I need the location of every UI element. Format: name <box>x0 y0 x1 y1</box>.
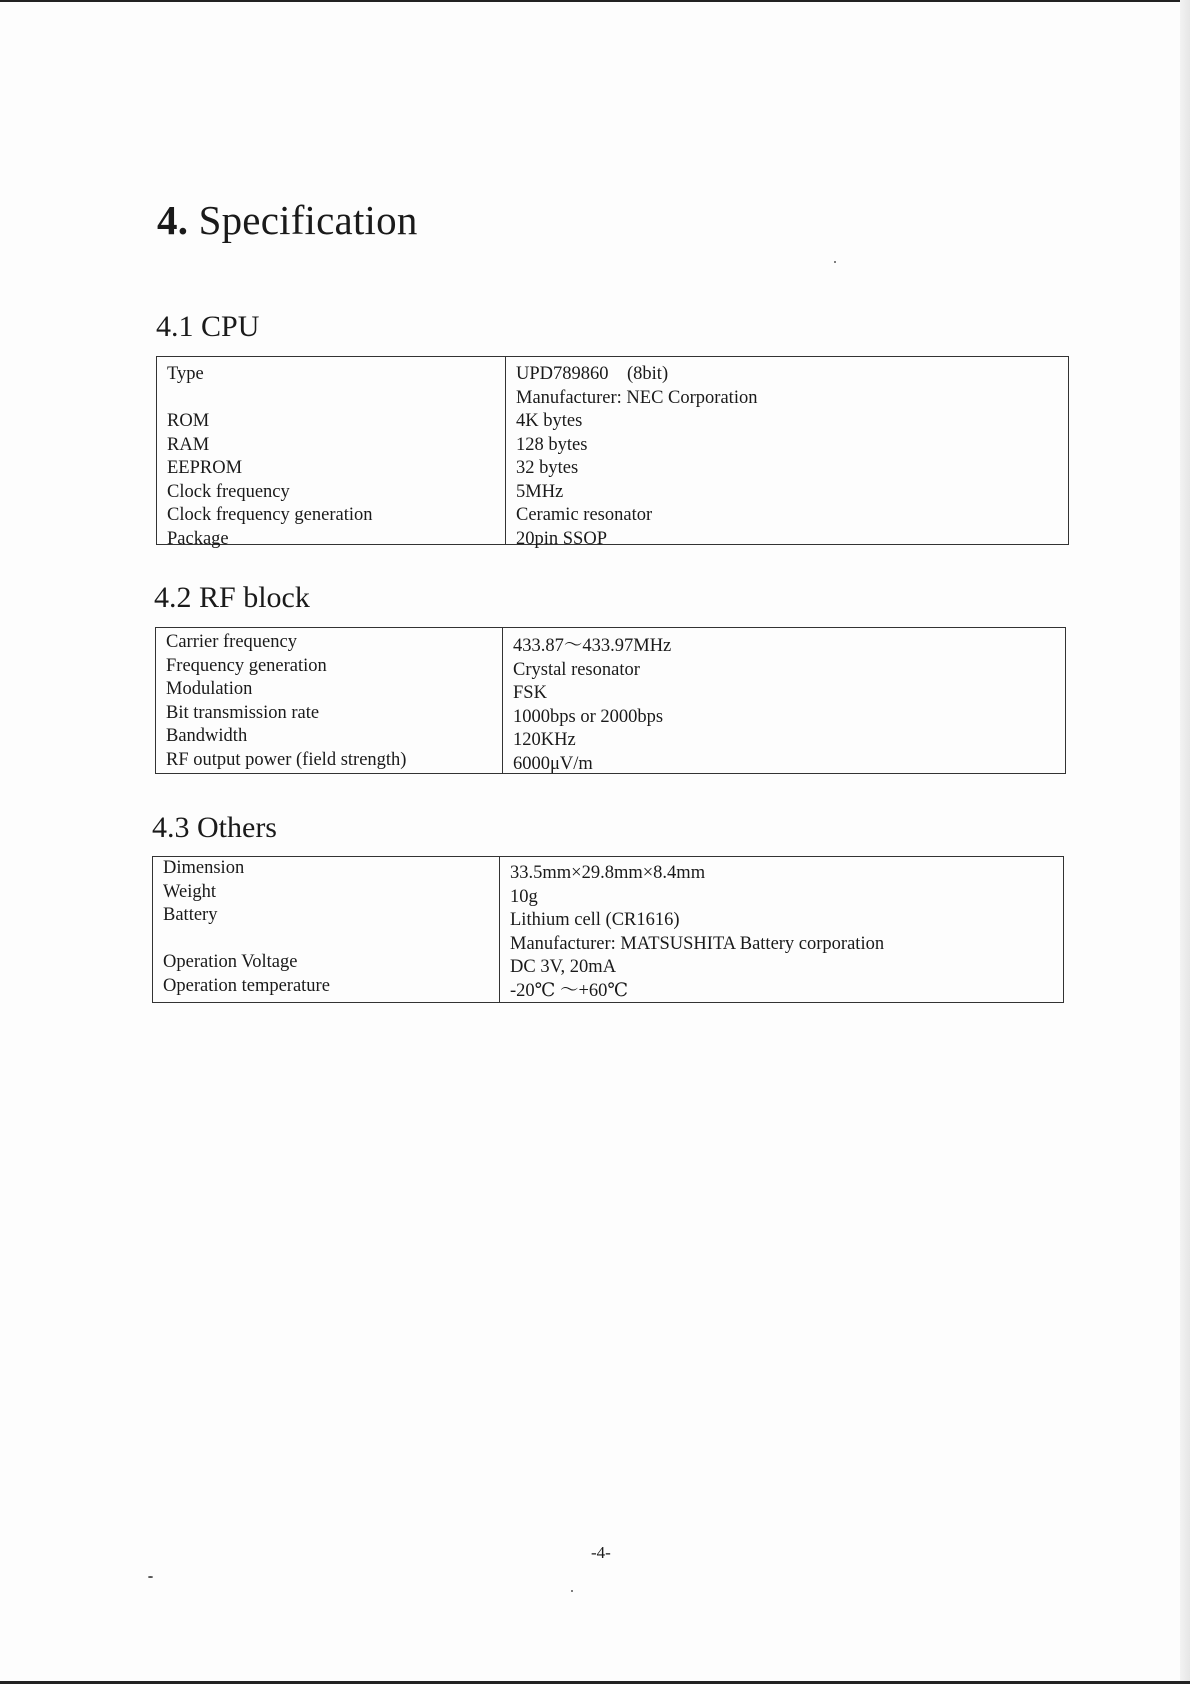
spec-table-cpu <box>156 356 1069 549</box>
section-heading-others: 4.3 Others <box>152 811 277 844</box>
section-heading-rf: 4.2 RF block <box>154 581 310 614</box>
spec-label: Frequency generation <box>166 655 327 676</box>
scan-speck <box>834 261 836 263</box>
spec-value: 32 bytes <box>516 458 579 478</box>
section-heading-cpu: 4.1 CPU <box>156 310 260 343</box>
spec-label: Bandwidth <box>166 726 248 746</box>
spec-value: 433.87～433.97MHz <box>513 636 672 656</box>
spec-label: Operation Voltage <box>163 952 298 972</box>
spec-label: Operation temperature <box>163 975 330 996</box>
spec-value: UPD789860 (8bit) <box>516 364 669 384</box>
spec-value: Manufacturer: NEC Corporation <box>516 387 758 408</box>
spec-labels-cpu <box>157 357 506 549</box>
spec-value: Ceramic resonator <box>516 505 653 525</box>
spec-label: RAM <box>167 434 210 455</box>
spec-value: FSK <box>513 683 547 703</box>
spec-value: 4K bytes <box>516 411 583 431</box>
spec-label: Dimension <box>163 858 245 878</box>
spec-label: ROM <box>167 411 210 431</box>
spec-label: Battery <box>163 905 218 925</box>
spec-value: 1000bps or 2000bps <box>513 706 664 727</box>
spec-values-others <box>500 857 884 1002</box>
spec-value: 120KHz <box>513 730 576 750</box>
spec-label: Package <box>167 528 229 549</box>
page-title <box>157 196 418 244</box>
spec-labels-others <box>153 857 500 1002</box>
spec-values-rf <box>503 628 671 773</box>
spec-value: -20℃ ～+60℃ <box>510 980 629 1001</box>
spec-labels-rf <box>156 628 503 773</box>
scan-right-edge <box>1180 0 1190 1684</box>
spec-table-rf <box>155 627 1066 774</box>
spec-table-others <box>152 856 1064 1003</box>
spec-label: Bit transmission rate <box>166 702 320 723</box>
spec-label: EEPROM <box>167 458 243 478</box>
title-text: Specification <box>198 197 418 243</box>
spec-label: Modulation <box>166 679 253 699</box>
spec-label: Clock frequency <box>167 481 290 502</box>
spec-value: 20pin SSOP <box>516 528 607 549</box>
spec-label <box>163 928 499 952</box>
scan-top-edge <box>0 0 1190 2</box>
spec-label: Type <box>167 364 204 384</box>
spec-values-cpu <box>506 357 758 549</box>
spec-value: 128 bytes <box>516 434 588 455</box>
spec-label: Carrier frequency <box>166 632 297 652</box>
spec-label: RF output power (field strength) <box>166 749 407 770</box>
page-number: -4- <box>591 1543 611 1562</box>
spec-value: Manufacturer: MATSUSHITA Battery corporation <box>510 933 885 954</box>
spec-label <box>167 387 505 411</box>
spec-value: 6000μV/m <box>513 753 593 774</box>
spec-value: 33.5mm×29.8mm×8.4mm <box>510 863 706 883</box>
scan-speck <box>148 1576 153 1578</box>
spec-label: Weight <box>163 881 216 902</box>
spec-value: 10g <box>510 886 538 907</box>
scan-speck <box>571 1590 573 1592</box>
spec-value: Lithium cell (CR1616) <box>510 910 680 930</box>
spec-value: DC 3V, 20mA <box>510 957 617 977</box>
spec-value: 5MHz <box>516 481 564 502</box>
title-number: 4. <box>157 197 189 243</box>
spec-value: Crystal resonator <box>513 659 640 680</box>
spec-label: Clock frequency generation <box>167 505 373 525</box>
